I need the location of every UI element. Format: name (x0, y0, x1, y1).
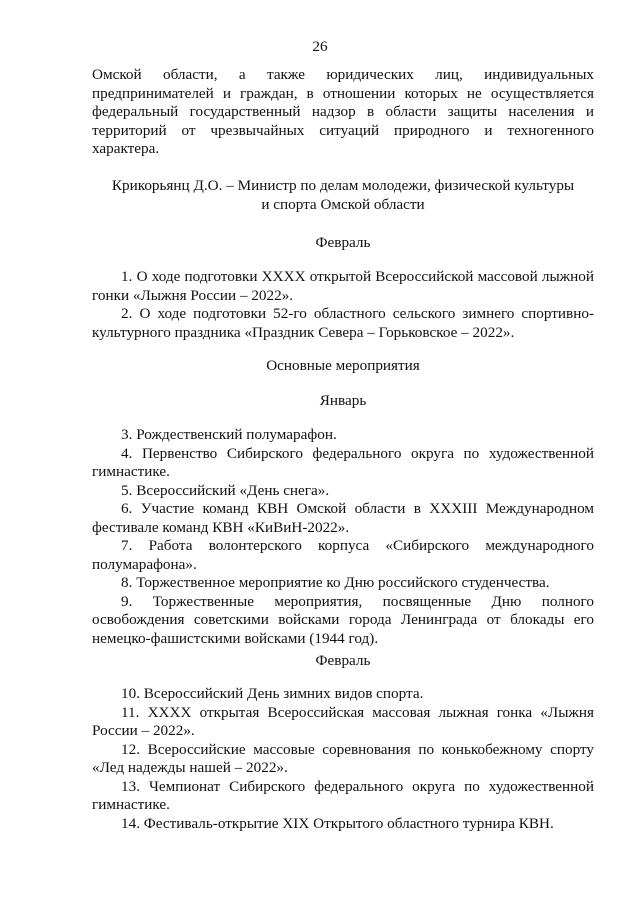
item-number: 11. (121, 703, 140, 721)
intro-paragraph (92, 66, 594, 159)
item-number: 13. (121, 777, 140, 795)
item-text: Фестиваль-открытие XIX Открытого областного турнира КВН. (143, 814, 554, 832)
item-number: 10. (121, 685, 140, 702)
item-text: О ходе подготовки XXXX открытой Всероссийской массовой лыжной гонки «Лыжня России – 2022». (92, 268, 595, 304)
intro-line: предпринимателей и граждан, в отношении которых не осуществляется (92, 84, 594, 102)
list-item (92, 482, 594, 501)
month-heading: Февраль (315, 234, 371, 251)
item-number: 3. (121, 426, 133, 443)
item-text: Работа волонтерского корпуса «Сибирского международного полумарафона». (92, 537, 594, 573)
item-text: Рождественский полумарафон. (136, 426, 337, 443)
events-list-january (92, 426, 594, 648)
list-item (92, 268, 594, 305)
item-text: Всероссийский День зимних видов спорта. (143, 685, 424, 702)
list-item (92, 815, 594, 834)
intro-line: характера. (92, 140, 160, 157)
list-item (92, 593, 594, 649)
item-text: О ходе подготовки 52-го областного сельского зимнего спортивно-культурного праздника «Праздник Севера – Горьковское – 2022». (92, 305, 594, 341)
intro-line: Омской области, а также юридических лиц, индивидуальных (92, 66, 594, 83)
page-number: 26 (312, 38, 328, 55)
item-text: Всероссийские массовые соревнования по конькобежному спорту «Лед надежды нашей – 2022». (92, 740, 594, 776)
item-number: 9. (121, 592, 133, 610)
list-item (92, 741, 594, 778)
list-item (92, 685, 594, 704)
item-number: 1. (121, 268, 133, 285)
person-heading-line: Крикорьянц Д.О. – Министр по делам молодежи, физической культуры (111, 177, 575, 194)
list-item (92, 500, 594, 537)
list-item (92, 574, 594, 593)
list-item (92, 426, 594, 445)
person-heading-line: и спорта Омской области (261, 195, 425, 213)
list-item (92, 704, 594, 741)
person-heading (92, 177, 594, 214)
list-item (92, 445, 594, 482)
agenda-list-february (92, 268, 594, 342)
list-item (92, 778, 594, 815)
item-number: 6. (121, 500, 133, 517)
item-number: 12. (121, 740, 140, 758)
intro-line: федеральный государственный надзор в области защиты населения и (92, 103, 594, 120)
month-heading: Февраль (315, 652, 371, 669)
item-text: Торжественное мероприятие ко Дню российского студенчества. (136, 574, 550, 591)
item-text: Всероссийский «День снега». (136, 481, 330, 499)
list-item (92, 537, 594, 574)
list-item (92, 305, 594, 342)
item-number: 14. (121, 814, 140, 832)
item-number: 7. (121, 537, 133, 554)
intro-line: территорий от чрезвычайных ситуаций природного и техногенного (92, 121, 594, 139)
events-list-february (92, 685, 594, 833)
item-text: Участие команд КВН Омской области в XXXIII Международном фестивале команд КВН «КиВиН-2022». (92, 500, 595, 536)
item-text: XXXX открытая Всероссийская массовая лыжная гонка «Лыжня России – 2022». (92, 703, 595, 739)
item-number: 4. (121, 444, 133, 462)
item-text: Чемпионат Сибирского федерального округа по художественной гимнастике. (92, 777, 594, 813)
month-heading: Январь (319, 392, 367, 409)
section-heading: Основные мероприятия (266, 357, 420, 374)
item-number: 5. (121, 481, 133, 499)
item-text: Первенство Сибирского федерального округа по художественной гимнастике. (92, 444, 595, 480)
item-number: 8. (121, 574, 133, 591)
item-text: Торжественные мероприятия, посвященные Дню полного освобождения советскими войсками города Ленинграда от блокады его немецко-фашистскими войсками (1944 год). (92, 592, 594, 647)
item-number: 2. (121, 305, 133, 322)
